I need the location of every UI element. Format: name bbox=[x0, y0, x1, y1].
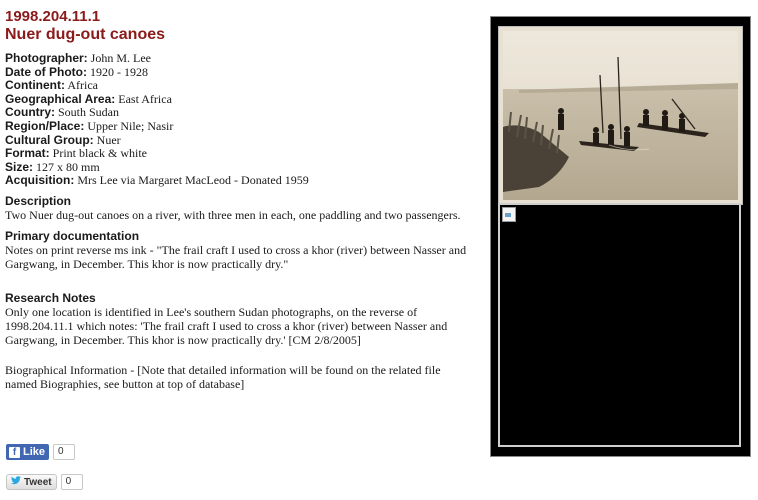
meta-value: Mrs Lee via Margaret MacLeod - Donated 1959 bbox=[77, 173, 309, 188]
accession-number: 1998.204.11.1 bbox=[5, 8, 101, 25]
meta-label: Photographer: bbox=[5, 51, 88, 65]
facebook-like-button[interactable] bbox=[6, 444, 49, 460]
like-label: Like bbox=[23, 446, 46, 458]
photo-canoes-image bbox=[499, 27, 742, 204]
meta-value: South Sudan bbox=[58, 105, 120, 120]
twitter-tweet-widget bbox=[6, 474, 83, 490]
meta-value: 127 x 80 mm bbox=[36, 159, 100, 174]
meta-value: Africa bbox=[67, 78, 98, 93]
meta-date bbox=[5, 66, 475, 80]
meta-format bbox=[5, 147, 475, 161]
meta-label: Acquisition: bbox=[5, 173, 75, 188]
main-photo[interactable] bbox=[498, 26, 743, 205]
meta-label: Geographical Area: bbox=[5, 91, 116, 106]
twitter-bird-icon bbox=[11, 476, 21, 488]
meta-acquisition bbox=[5, 174, 475, 188]
description-text: Two Nuer dug-out canoes on a river, with three men in each, one paddling and two passengers. bbox=[5, 207, 461, 222]
primary-doc-text: Notes on print reverse ms ink - "The frail craft I used to cross a khor (river) between Nasser and Gargwang, in December. This khor is now practically dry." bbox=[5, 242, 467, 271]
broken-image-icon bbox=[502, 207, 516, 222]
meta-size bbox=[5, 161, 475, 175]
meta-value: East Africa bbox=[118, 91, 172, 106]
metadata-list bbox=[5, 52, 475, 188]
meta-country bbox=[5, 106, 475, 120]
meta-region bbox=[5, 120, 475, 134]
meta-label: Region/Place: bbox=[5, 118, 85, 133]
biographical-info-text: Biographical Information - [Note that detailed information will be found on the related file named Biographies, see button at top of database] bbox=[5, 362, 441, 391]
tweet-button[interactable] bbox=[6, 474, 57, 490]
meta-value: Upper Nile; Nasir bbox=[87, 118, 174, 133]
meta-label: Cultural Group: bbox=[5, 132, 94, 147]
tweet-label: Tweet bbox=[24, 476, 52, 488]
meta-label: Date of Photo: bbox=[5, 64, 87, 79]
meta-label: Size: bbox=[5, 159, 34, 174]
research-notes-text: Only one location is identified in Lee's southern Sudan photographs, on the reverse of 1998.204.11.1 which notes: 'The frail craft I used to cross a khor (river) between Nasser and Gargwang, in December. This khor is now practically dry.' [CM 2/8/2005] bbox=[5, 304, 448, 347]
meta-value: Print black & white bbox=[52, 146, 147, 161]
research-notes-heading: Research Notes bbox=[5, 290, 96, 305]
facebook-like-widget bbox=[6, 444, 75, 460]
meta-value: 1920 - 1928 bbox=[90, 64, 148, 79]
secondary-image-frame[interactable] bbox=[498, 203, 741, 447]
meta-label: Continent: bbox=[5, 78, 65, 93]
like-count: 0 bbox=[53, 444, 75, 460]
record-details bbox=[5, 8, 475, 391]
meta-cultural-group bbox=[5, 134, 475, 148]
meta-label: Format: bbox=[5, 146, 50, 161]
meta-continent bbox=[5, 79, 475, 93]
image-viewer-panel bbox=[490, 16, 751, 457]
facebook-icon: f bbox=[9, 447, 20, 458]
meta-geo-area bbox=[5, 93, 475, 107]
meta-photographer bbox=[5, 52, 475, 66]
description-heading: Description bbox=[5, 193, 72, 208]
meta-value: John M. Lee bbox=[90, 51, 151, 65]
meta-value: Nuer bbox=[96, 132, 121, 147]
primary-doc-heading: Primary documentation bbox=[5, 228, 140, 243]
meta-label: Country: bbox=[5, 105, 55, 120]
tweet-count: 0 bbox=[61, 474, 83, 490]
page-title: Nuer dug-out canoes bbox=[5, 26, 166, 43]
